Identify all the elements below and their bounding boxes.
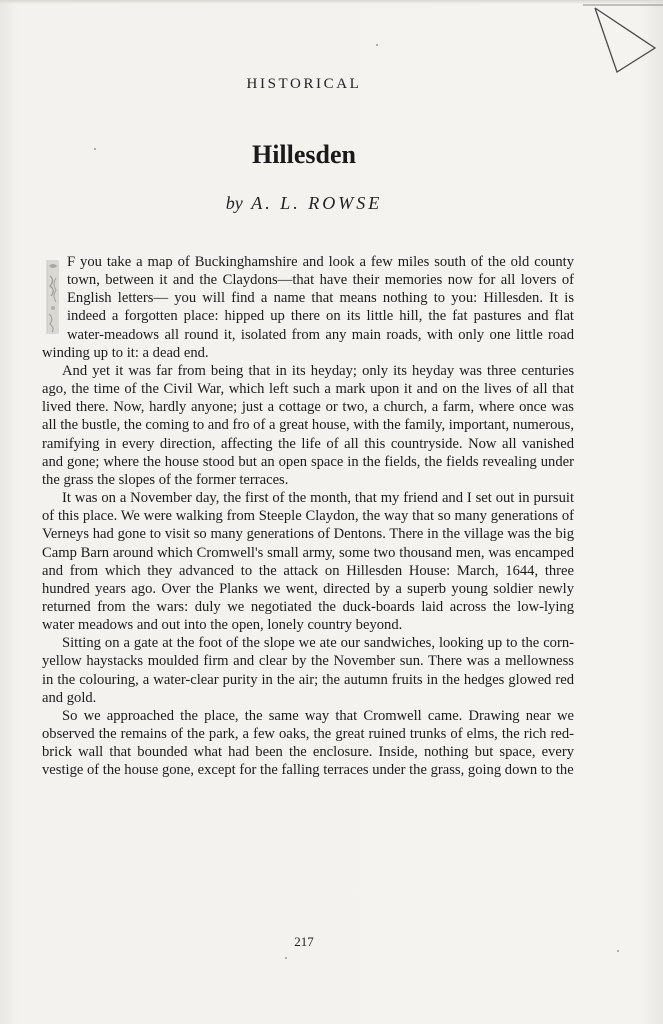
scan-speck [94,148,96,150]
author-name: A. L. ROWSE [251,193,383,213]
byline-prefix: by [225,193,243,213]
scan-speck [285,957,287,959]
paragraph-5: So we approached the place, the same way that Cromwell came. Drawing near we observed the remains of the park, a few oaks, the great ruined trunks of elms, the rich red-brick wall that bounded what had been the enclosure. Inside, nothing but space, every vestige of the house gone, except for the falling terraces under the grass, going down to the [42,707,574,779]
article-body [42,253,574,780]
page-corner-fold-icon [583,0,663,80]
paragraph-1: F you take a map of Buckinghamshire and look a few miles south of the old county town, between it and the Claydons—that have their memories now for all lovers of English letters— you will find a name that means nothing to you: Hillesden. It is indeed a forgotten place: hipped up there on its little hill, the fat pastures and flat water-meadows all round it, isolated from any main roads, with only one little road winding up to it: a dead end. [42,254,574,361]
ornamental-initial-icon [42,256,64,336]
drop-cap-letter [42,256,43,257]
paragraph-2: And yet it was far from being that in its heyday; only its heyday was three centuries ago, the time of the Civil War, which left such a mark upon it and on the lives of all that lived there. Now, hardly anyone; just a cottage or two, a church, a farm, where once was all the bustle, the coming to and fro of a great house, with the family, important, numerous, ramifying in every direction, affecting the life of all this countryside. Now all vanished and gone; where the house stood but an open space in the fields, the fields revealing under the grass the slopes of the former terraces. [42,362,575,488]
scan-speck [617,950,619,952]
page-number: 217 [294,934,314,949]
scan-speck [376,44,378,46]
paragraph-4: Sitting on a gate at the foot of the slope we ate our sandwiches, looking up to the corn-yellow haystacks moulded firm and clear by the November sun. There was a mellowness in the colouring, a water-clear purity in the air; the autumn fruits in the hedges glowed red and gold. [42,635,574,706]
byline [0,193,608,214]
paragraph-3: It was on a November day, the first of the month, that my friend and I set out in pursuit of this place. We were walking from Steeple Claydon, the way that so many generations of Verneys had gone to visit so many generations of Dentons. There in the village was the big Camp Barn around which Cromwell's small army, some two thousand men, was encamped and from which they advanced to the attack on Hillesden House: March, 1644, three hundred years ago. Over the Planks we went, directed by a superb young soldier newly returned from the wars: duly we negotiated the duck-boards laid across the low-lying water meadows and out into the open, lonely country beyond. [42,490,574,634]
article-title: Hillesden [251,140,356,169]
section-label: HISTORICAL [246,76,362,92]
page-top-edge [0,0,663,4]
